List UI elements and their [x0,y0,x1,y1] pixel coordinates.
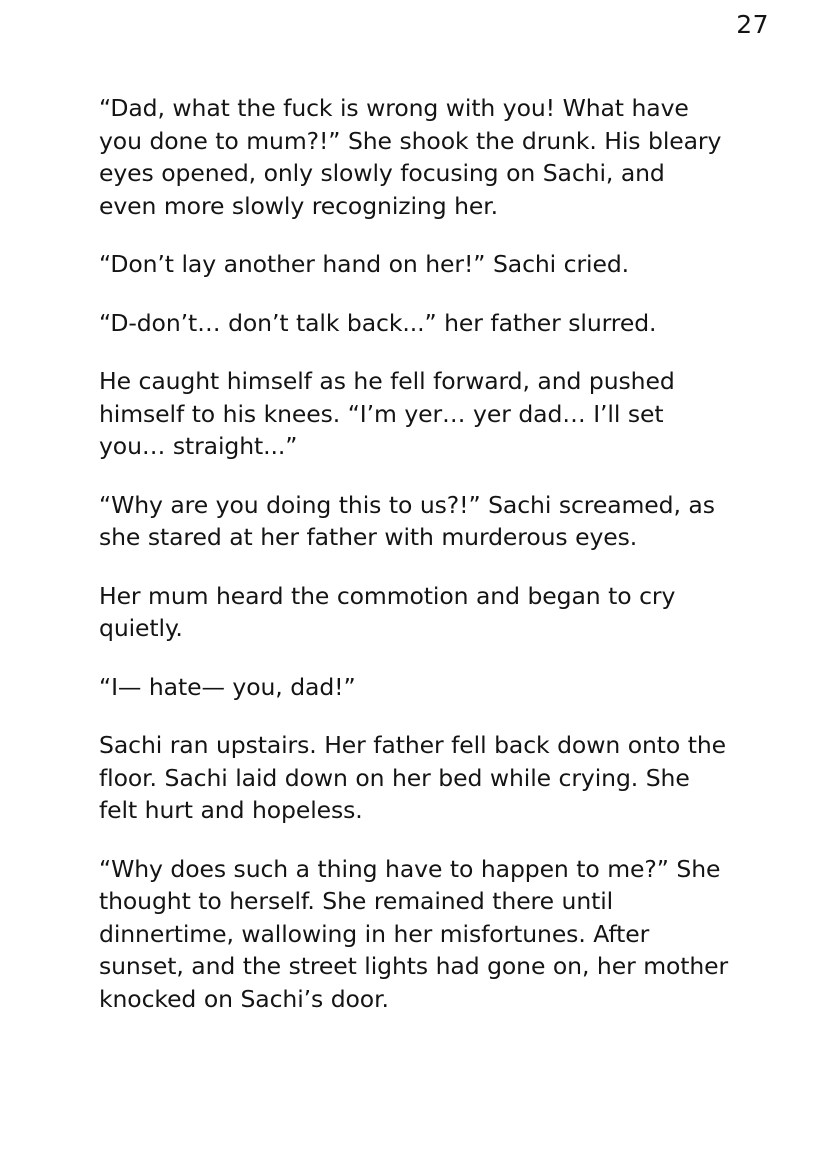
paragraph: “Don’t lay another hand on her!” Sachi cried. [99,250,630,278]
paragraph: Her mum heard the commotion and began to cry quietly. [99,581,676,642]
paragraph: “Why does such a thing have to happen to me?” She thought to herself. She remained there until dinnertime, wallowing in her misfortunes. After sunset, and the street lights had gone on, her mother knocked on Sachi’s door. [99,854,729,1013]
paragraph: Sachi ran upstairs. Her father fell back down onto the floor. Sachi laid down on her bed while crying. She felt hurt and hopeless. [99,731,726,824]
paragraph: “I— hate— you, dad!” [99,672,356,701]
paragraph: He caught himself as he fell forward, and pushed himself to his knees. “I’m yer… yer dad… I’ll set you… straight...” [99,367,675,460]
page-number: 27 [736,10,769,39]
paragraph: “Dad, what the fuck is wrong with you! What have you done to mum?!” She shook the drunk. His bleary eyes opened, only slowly focusing on Sachi, and even more slowly recognizing her. [99,94,722,220]
paragraph: “Why are you doing this to us?!” Sachi screamed, as she stared at her father with murderous eyes. [99,490,715,551]
page-body-text [99,92,729,1015]
paragraph: “D-don’t… don’t talk back...” her father slurred. [99,308,657,337]
